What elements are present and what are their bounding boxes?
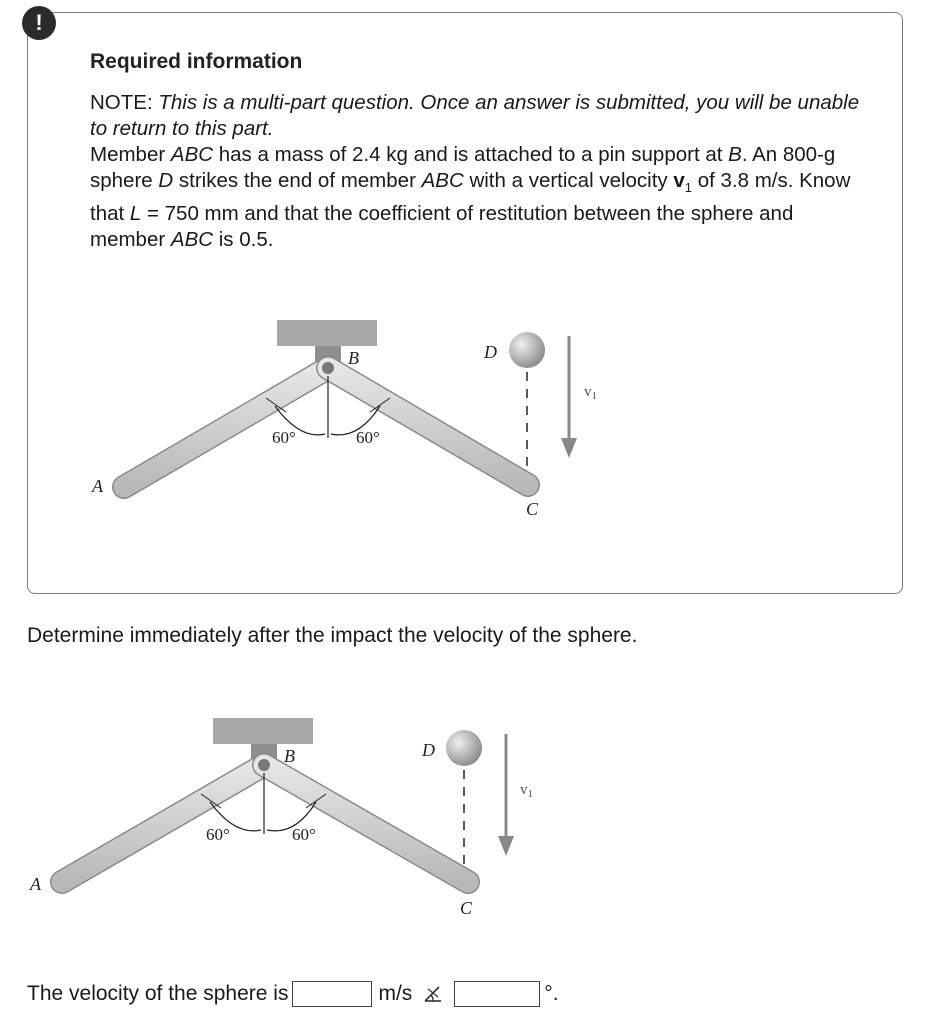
label-b: B <box>284 746 295 766</box>
speed-input[interactable] <box>292 981 372 1007</box>
label-a: A <box>92 476 103 496</box>
degree-suffix: °. <box>544 982 559 1005</box>
angle-label-right: 60° <box>356 428 380 447</box>
angle-label-right: 60° <box>292 825 316 844</box>
answer-row <box>27 979 559 1009</box>
question-text: Determine immediately after the impact the velocity of the sphere. <box>27 624 638 647</box>
label-c: C <box>526 499 539 519</box>
pin-b <box>258 759 270 771</box>
angle-label-left: 60° <box>206 825 230 844</box>
figure-abc-member-1 <box>80 310 600 530</box>
label-d: D <box>484 342 497 362</box>
info-title: Required information <box>90 50 303 73</box>
ceiling-support <box>213 718 313 744</box>
figure-abc-member-2 <box>20 710 540 930</box>
angle-input[interactable] <box>454 981 540 1007</box>
velocity-label: $v_1$ <box>520 782 533 800</box>
sphere-d <box>446 730 482 766</box>
label-a: A <box>30 874 41 894</box>
pin-b <box>322 362 334 374</box>
angle-label-left: 60° <box>272 428 296 447</box>
problem-statement: Member ABC has a mass of 2.4 kg and is attached to a pin support at B. An 800-g sphere D strikes the end of member ABC with a vertical velocity $v_1$ of 3.8 m/s. Know that L = 750 mm and that the coefficient of restitution between the sphere and member ABC is 0.5. <box>90 143 851 252</box>
info-text <box>90 90 870 253</box>
label-c: C <box>460 898 473 918</box>
unit-label: m/s <box>378 982 413 1005</box>
ceiling-support <box>277 320 377 346</box>
alert-icon: ! <box>22 6 56 40</box>
velocity-label: $v_1$ <box>584 384 597 402</box>
answer-prefix: The velocity of the sphere is <box>27 982 289 1005</box>
note-line: NOTE: This is a multi-part question. Once an answer is submitted, you will be unable to return to this part. <box>90 91 860 140</box>
angle-icon <box>422 983 444 1005</box>
sphere-d <box>509 332 545 368</box>
label-d: D <box>422 740 435 760</box>
label-b: B <box>348 348 359 368</box>
